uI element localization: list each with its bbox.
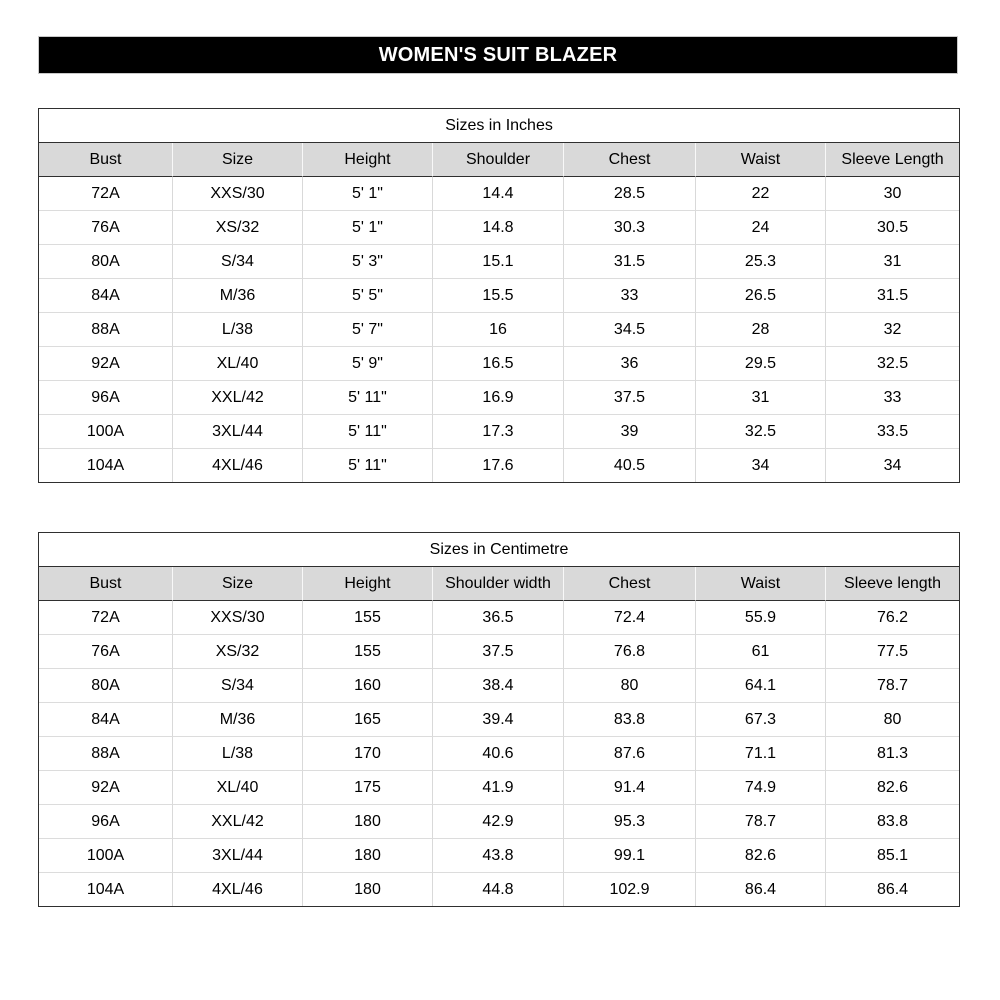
table-cell: 39.4	[432, 702, 563, 736]
table-cell: 80A	[39, 668, 172, 702]
column-header-shoulder-width: Shoulder width	[432, 567, 563, 601]
table-cell: L/38	[172, 736, 302, 770]
column-header-bust: Bust	[39, 143, 172, 177]
table-cell: XXS/30	[172, 177, 302, 210]
table-row	[39, 770, 959, 804]
table-cell: 17.3	[432, 414, 563, 448]
table-row	[39, 668, 959, 702]
table-cell: 16.5	[432, 346, 563, 380]
table-cell: 3XL/44	[172, 838, 302, 872]
table-cell: 31	[825, 244, 959, 278]
table-row	[39, 346, 959, 380]
table-row	[39, 838, 959, 872]
table-cell: 15.1	[432, 244, 563, 278]
table-caption: Sizes in Centimetre	[39, 533, 959, 567]
table-cell: 32	[825, 312, 959, 346]
table-cell: 5' 11"	[302, 448, 432, 482]
table-cell: 14.4	[432, 177, 563, 210]
table-cell: 28.5	[563, 177, 695, 210]
table-cell: 180	[302, 838, 432, 872]
table-cell: 25.3	[695, 244, 825, 278]
column-header-chest: Chest	[563, 567, 695, 601]
table-cell: 64.1	[695, 668, 825, 702]
table-cell: 77.5	[825, 634, 959, 668]
table-cell: 84A	[39, 702, 172, 736]
table-caption-row	[39, 109, 959, 143]
table-cell: 14.8	[432, 210, 563, 244]
sizes-in-inches-table	[38, 108, 960, 483]
sizes-in-centimetre-table	[38, 532, 960, 907]
table-cell: 80A	[39, 244, 172, 278]
table-cell: XXL/42	[172, 804, 302, 838]
table-cell: 78.7	[695, 804, 825, 838]
column-header-shoulder: Shoulder	[432, 143, 563, 177]
table-cell: 104A	[39, 448, 172, 482]
table-cell: 17.6	[432, 448, 563, 482]
table-row	[39, 278, 959, 312]
table-cell: 74.9	[695, 770, 825, 804]
table-cell: 96A	[39, 804, 172, 838]
table-cell: 34	[695, 448, 825, 482]
table-cell: 40.6	[432, 736, 563, 770]
table-cell: 3XL/44	[172, 414, 302, 448]
table-cell: 100A	[39, 414, 172, 448]
column-header-size: Size	[172, 143, 302, 177]
table-cell: 165	[302, 702, 432, 736]
column-header-size: Size	[172, 567, 302, 601]
table-cell: 44.8	[432, 872, 563, 906]
table-cell: 5' 11"	[302, 380, 432, 414]
table-cell: 85.1	[825, 838, 959, 872]
table-cell: 29.5	[695, 346, 825, 380]
table-row	[39, 448, 959, 482]
table-cell: 175	[302, 770, 432, 804]
table-cell: 80	[563, 668, 695, 702]
table-caption-row	[39, 533, 959, 567]
table-cell: 22	[695, 177, 825, 210]
table-cell: 33	[825, 380, 959, 414]
table-cell: 76.2	[825, 601, 959, 634]
table-cell: 24	[695, 210, 825, 244]
table-cell: 102.9	[563, 872, 695, 906]
table-cell: S/34	[172, 244, 302, 278]
table-cell: 72A	[39, 601, 172, 634]
table-cell: 33.5	[825, 414, 959, 448]
table-cell: 34	[825, 448, 959, 482]
table-cell: 92A	[39, 770, 172, 804]
table-cell: XS/32	[172, 634, 302, 668]
column-header-sleeve: Sleeve Length	[825, 143, 959, 177]
table-cell: 30.3	[563, 210, 695, 244]
table-row	[39, 601, 959, 634]
table-cell: 86.4	[695, 872, 825, 906]
table-cell: 15.5	[432, 278, 563, 312]
table-cell: 76A	[39, 210, 172, 244]
table-body	[39, 601, 959, 906]
table-cell: 78.7	[825, 668, 959, 702]
table-cell: XL/40	[172, 770, 302, 804]
table-cell: 61	[695, 634, 825, 668]
table-cell: M/36	[172, 702, 302, 736]
table-header-row	[39, 143, 959, 177]
table-row	[39, 210, 959, 244]
table-cell: 91.4	[563, 770, 695, 804]
table-cell: 30.5	[825, 210, 959, 244]
table-cell: 84A	[39, 278, 172, 312]
table-cell: 72A	[39, 177, 172, 210]
table-cell: XXL/42	[172, 380, 302, 414]
table-row	[39, 804, 959, 838]
table-cell: 36.5	[432, 601, 563, 634]
table-cell: 96A	[39, 380, 172, 414]
table-cell: 88A	[39, 736, 172, 770]
table-header-row	[39, 567, 959, 601]
table-cell: 5' 5"	[302, 278, 432, 312]
table-cell: 71.1	[695, 736, 825, 770]
table-cell: 5' 9"	[302, 346, 432, 380]
title-banner	[38, 36, 958, 74]
table-cell: 92A	[39, 346, 172, 380]
table-cell: 37.5	[432, 634, 563, 668]
table-body	[39, 177, 959, 482]
page-title: WOMEN'S SUIT BLAZER	[378, 43, 618, 66]
table-cell: 170	[302, 736, 432, 770]
table-cell: L/38	[172, 312, 302, 346]
table-cell: 81.3	[825, 736, 959, 770]
column-header-chest: Chest	[563, 143, 695, 177]
table-cell: 38.4	[432, 668, 563, 702]
column-header-waist: Waist	[695, 143, 825, 177]
table-caption: Sizes in Inches	[39, 109, 959, 143]
table-cell: 76A	[39, 634, 172, 668]
column-header-height: Height	[302, 567, 432, 601]
table-cell: 155	[302, 601, 432, 634]
table-cell: 31.5	[825, 278, 959, 312]
table-cell: 80	[825, 702, 959, 736]
table-cell: 87.6	[563, 736, 695, 770]
table-cell: 37.5	[563, 380, 695, 414]
table-cell: 5' 1"	[302, 210, 432, 244]
table-cell: 43.8	[432, 838, 563, 872]
table-cell: 16	[432, 312, 563, 346]
table-cell: 40.5	[563, 448, 695, 482]
table-row	[39, 312, 959, 346]
table-row	[39, 244, 959, 278]
table-row	[39, 702, 959, 736]
table-cell: M/36	[172, 278, 302, 312]
table-cell: 5' 3"	[302, 244, 432, 278]
table-cell: 72.4	[563, 601, 695, 634]
table-cell: 86.4	[825, 872, 959, 906]
table-cell: 32.5	[695, 414, 825, 448]
table-cell: 4XL/46	[172, 872, 302, 906]
table-cell: 36	[563, 346, 695, 380]
table-cell: 83.8	[563, 702, 695, 736]
table-cell: 95.3	[563, 804, 695, 838]
table-cell: 28	[695, 312, 825, 346]
table-cell: 104A	[39, 872, 172, 906]
table-row	[39, 177, 959, 210]
table-cell: 41.9	[432, 770, 563, 804]
table-cell: 100A	[39, 838, 172, 872]
column-header-sleeve-length: Sleeve length	[825, 567, 959, 601]
table-cell: 55.9	[695, 601, 825, 634]
table-cell: 5' 7"	[302, 312, 432, 346]
table-row	[39, 634, 959, 668]
table-cell: 34.5	[563, 312, 695, 346]
table-cell: 16.9	[432, 380, 563, 414]
table-cell: 160	[302, 668, 432, 702]
table-cell: 5' 1"	[302, 177, 432, 210]
column-header-bust: Bust	[39, 567, 172, 601]
table-cell: 30	[825, 177, 959, 210]
table-cell: 83.8	[825, 804, 959, 838]
table-cell: 82.6	[695, 838, 825, 872]
table-cell: XS/32	[172, 210, 302, 244]
table-cell: 82.6	[825, 770, 959, 804]
table-cell: 31	[695, 380, 825, 414]
table-cell: 155	[302, 634, 432, 668]
table-cell: XL/40	[172, 346, 302, 380]
table-cell: 39	[563, 414, 695, 448]
table-cell: S/34	[172, 668, 302, 702]
table-cell: XXS/30	[172, 601, 302, 634]
table-row	[39, 736, 959, 770]
table-cell: 42.9	[432, 804, 563, 838]
column-header-waist: Waist	[695, 567, 825, 601]
table-cell: 88A	[39, 312, 172, 346]
table-cell: 33	[563, 278, 695, 312]
table-cell: 76.8	[563, 634, 695, 668]
table-cell: 99.1	[563, 838, 695, 872]
table-cell: 32.5	[825, 346, 959, 380]
table-row	[39, 380, 959, 414]
column-header-height: Height	[302, 143, 432, 177]
table-cell: 180	[302, 804, 432, 838]
table-cell: 5' 11"	[302, 414, 432, 448]
table-cell: 4XL/46	[172, 448, 302, 482]
table-row	[39, 872, 959, 906]
table-cell: 67.3	[695, 702, 825, 736]
table-cell: 180	[302, 872, 432, 906]
table-cell: 26.5	[695, 278, 825, 312]
table-row	[39, 414, 959, 448]
table-cell: 31.5	[563, 244, 695, 278]
